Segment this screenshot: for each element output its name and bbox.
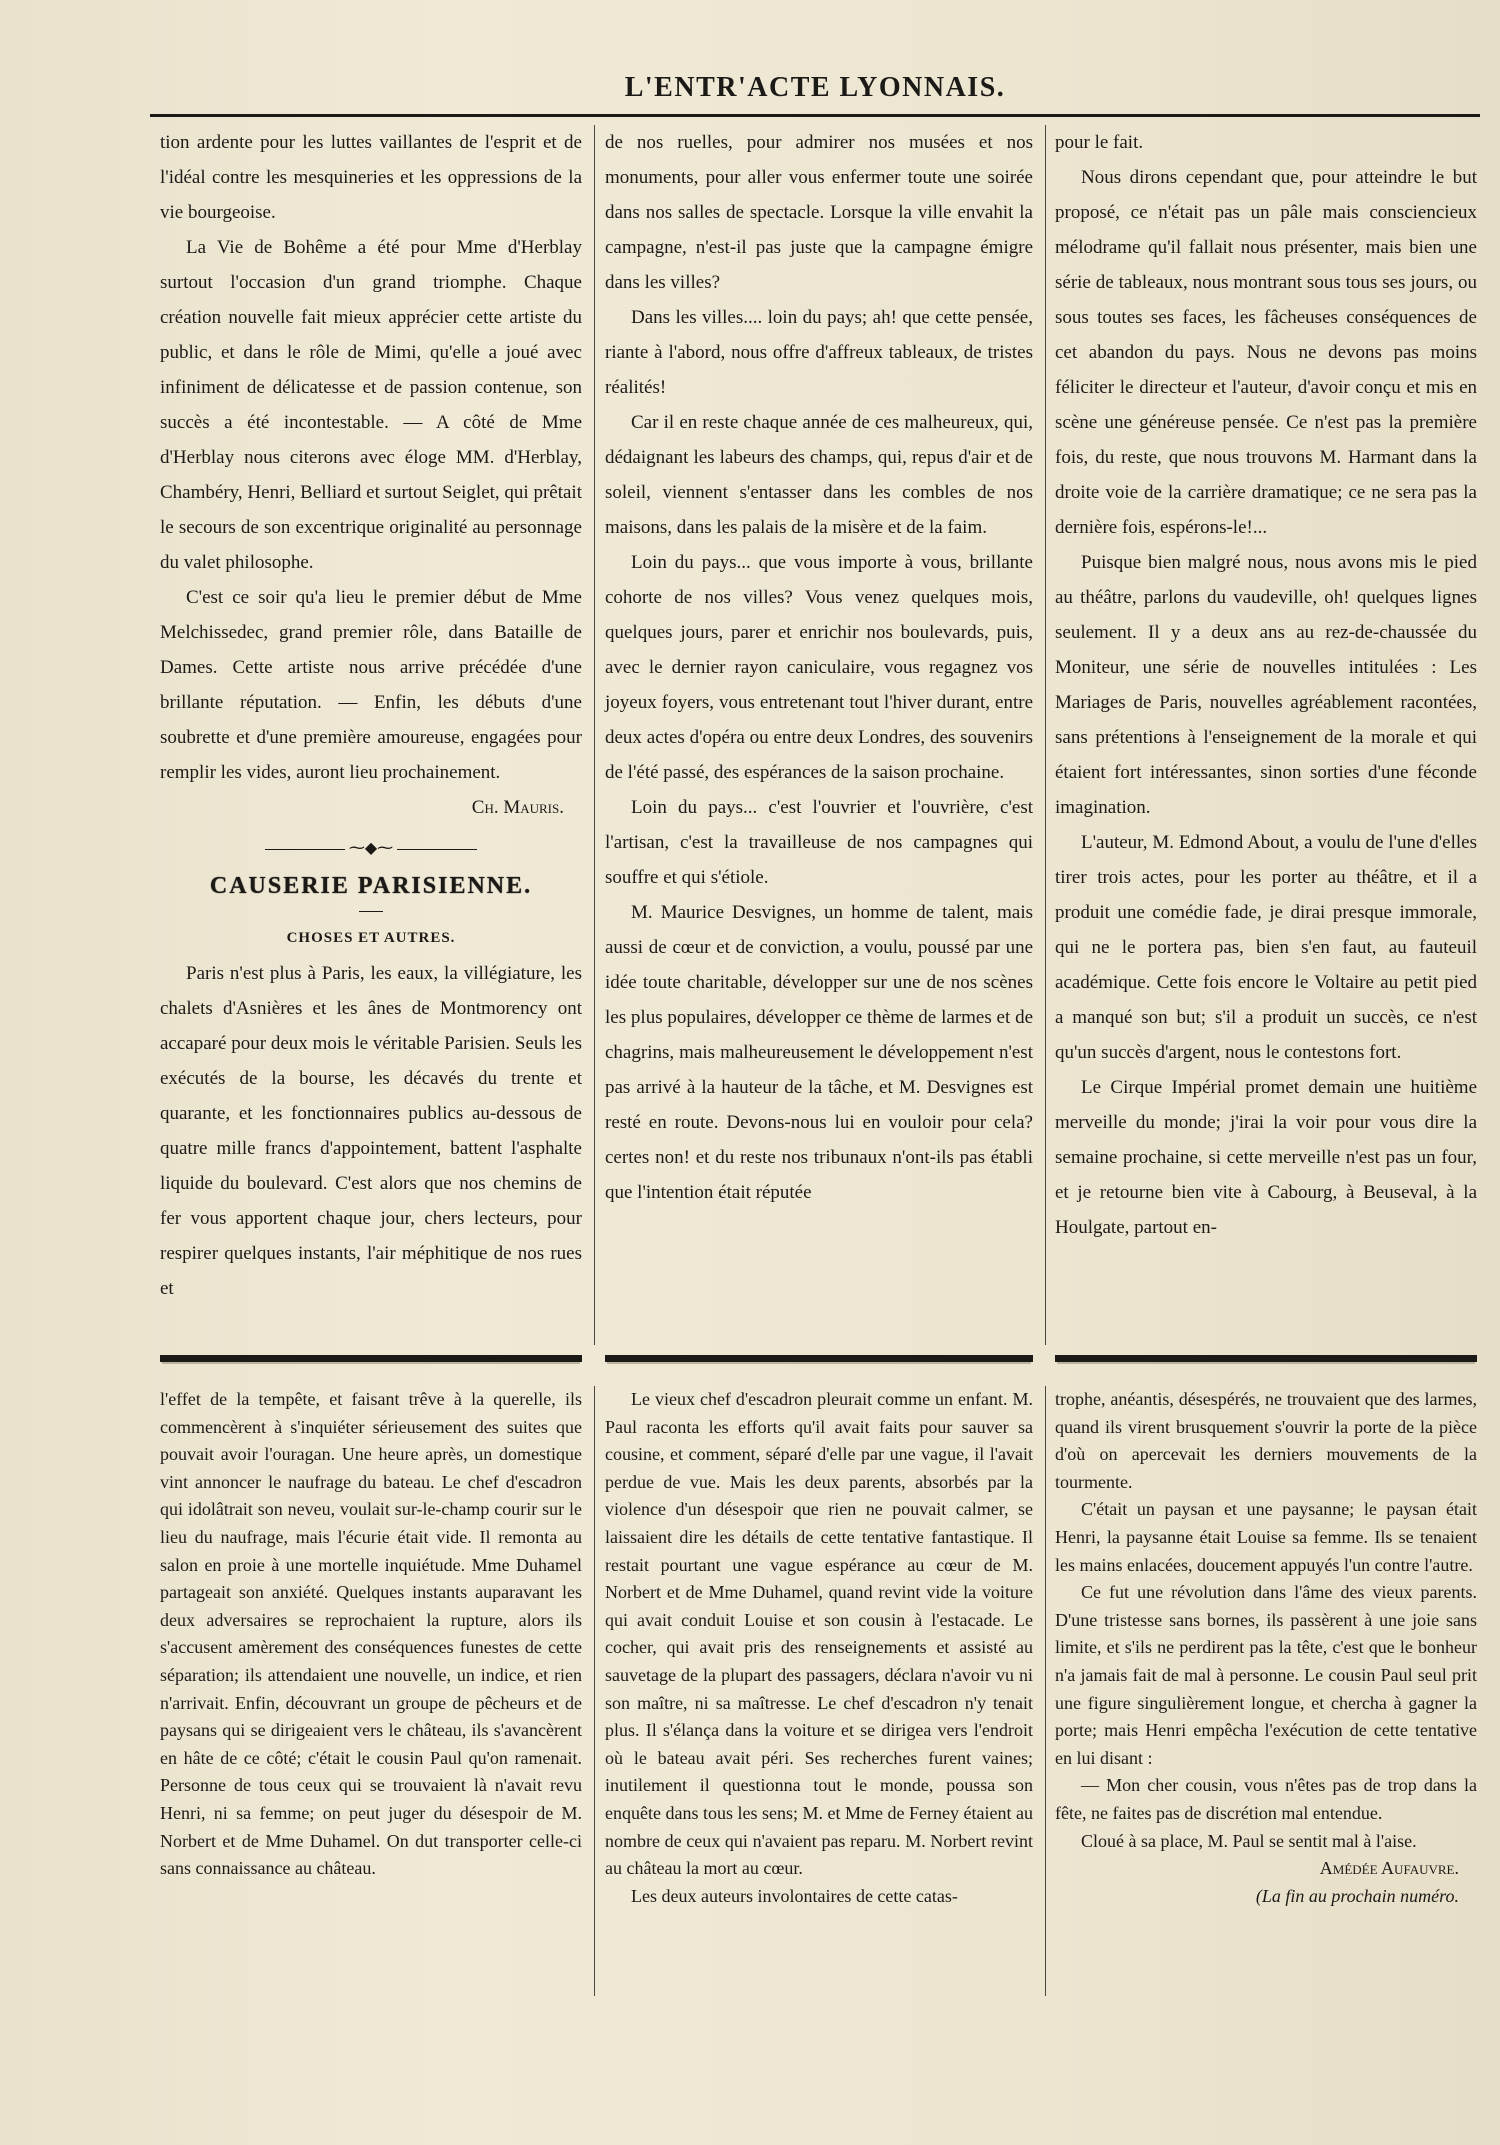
paragraph: Dans les villes.... loin du pays; ah! que cette pensée, riante à l'abord, nous offre d'affreux tableaux, de tristes réalités!: [605, 307, 1033, 398]
paragraph: Paris n'est plus à Paris, les eaux, la villégiature, les chalets d'Asnières et les ânes de Montmorency ont accaparé pour deux mois le véritable Parisien. Seuls les exécutés de la bourse, les décavés du trente et quarante, et les fonctionnaires publics au-dessous de quatre mille francs d'appointement, battent l'asphalte liquide du boulevard. C'est alors que nos chemins de fer vous apportent chaque jour, chers lecteurs, pour respirer quelques instants, l'air méphitique de nos rues et: [160, 963, 582, 1299]
short-rule: [359, 911, 383, 912]
fleuron-divider: ⁓◆⁓: [160, 839, 582, 859]
paragraph: Nous dirons cependant que, pour atteindre le but proposé, ce n'était pas un pâle mais consciencieux mélodrame qu'il fallait nous présenter, mais bien une série de tableaux, nous montrant sous tous ses jours, ou sous toutes ses faces, les fâcheuses conséquences de cet abandon du pays. Nous ne devons pas moins féliciter le directeur et l'auteur, d'avoir conçu et mis en scène une généreuse pensée. Ce n'est pas la première fois, du reste, que nous trouvons M. Harmant dans la droite voie de la carrière dramatique; ce ne sera pas la dernière fois, espérons-le!...: [1055, 167, 1477, 538]
column-rule: [1045, 1386, 1046, 1996]
column-rule: [1045, 125, 1046, 1345]
masthead: [150, 62, 1480, 120]
paragraph: C'est ce soir qu'a lieu le premier début de Mme Melchissedec, grand premier rôle, dans Bataille de Dames. Cette artiste nous arrive précédée d'une brillante réputation. — Enfin, les débuts d'une soubrette et d'une première amoureuse, engagées pour remplir les vides, auront lieu prochainement.: [160, 587, 582, 783]
paragraph: Ce fut une révolution dans l'âme des vieux parents. D'une tristesse sans bornes, ils passèrent à une joie sans limite, et s'ils ne perdirent pas la tête, c'est que le bonheur n'a jamais fait de mal à personne. Le cousin Paul seul prit une figure singulièrement longue, et chercha à gagner la porte; mais Henri empêcha l'exécution de cette tentative en lui disant :: [1055, 1582, 1477, 1768]
column-rule: [594, 1386, 595, 1996]
top-column-3: [1055, 125, 1477, 1245]
signature: Amédée Aufauvre.: [1319, 1858, 1459, 1879]
paragraph: de nos ruelles, pour admirer nos musées et nos monuments, pour aller vous enfermer toute une soirée dans nos salles de spectacle. Lorsque la ville envahit la campagne, n'est-il pas juste que la campagne émigre dans les villes?: [605, 132, 1033, 293]
feuilleton-column-2: [605, 1386, 1033, 1910]
feuilleton-column-3: [1055, 1386, 1477, 1910]
paragraph: L'auteur, M. Edmond About, a voulu de l'une d'elles tirer trois actes, pour les porter au théâtre, et il a produit une comédie fade, je dirai presque immorale, qui ne le portera pas, bien s'en faut, au fauteuil académique. Cette fois encore le Voltaire au petit pied a manqué son but; s'il a produit un succès, ce n'est qu'un succès d'argent, nous le contestons fort.: [1055, 832, 1477, 1063]
subheading: CHOSES ET AUTRES.: [286, 930, 456, 946]
paragraph: M. Maurice Desvignes, un homme de talent, mais aussi de cœur et de conviction, a voulu, poussé par une idée toute charitable, développer sur une de nos scènes les plus populaires, développer ce thème de larmes et de chagrins, mais malheureusement le développement n'est pas arrivé à la hauteur de la tâche, et M. Desvignes est resté en route. Devons-nous lui en vouloir pour cela? certes non! et du reste nos tribunaux n'ont-ils pas établi que l'intention était réputée: [605, 902, 1033, 1203]
feuilleton-divider: [1055, 1355, 1477, 1362]
paragraph: La Vie de Bohême a été pour Mme d'Herblay surtout l'occasion d'un grand triomphe. Chaque création nouvelle fait mieux apprécier cette artiste du public, et dans le rôle de Mimi, qu'elle a joué avec infiniment de délicatesse et de passion contenue, son succès a été incontestable. — A côté de Mme d'Herblay nous citerons avec éloge MM. d'Herblay, Chambéry, Henri, Belliard et surtout Seiglet, qui prêtait le secours de son excentrique originalité au personnage du valet philosophe.: [160, 237, 582, 573]
paragraph: Le Cirque Impérial promet demain une huitième merveille du monde; j'irai la voir pour vous dire la semaine prochaine, si cette merveille n'est pas un four, et je retourne bien vite à Cabourg, à Beuseval, à la Houlgate, partout en-: [1055, 1077, 1477, 1238]
paragraph: Car il en reste chaque année de ces malheureux, qui, dédaignant les labeurs des champs, qui, repus d'air et de soleil, viennent s'entasser dans les combles de nos maisons, dans les palais de la misère et de la faim.: [605, 412, 1033, 538]
section-title: CAUSERIE PARISIENNE.: [209, 873, 533, 899]
feuilleton-divider: [160, 1355, 582, 1362]
paragraph: Les deux auteurs involontaires de cette catas-: [631, 1885, 958, 1906]
continued-notice: (La fin au prochain numéro.: [1255, 1885, 1459, 1906]
paragraph: pour le fait.: [1055, 132, 1144, 153]
feuilleton-column-1: [160, 1386, 582, 1883]
column-rule: [594, 125, 595, 1345]
masthead-rule: [150, 114, 1480, 117]
paragraph: C'était un paysan et une paysanne; le paysan était Henri, la paysanne était Louise sa femme. Ils se tenaient les mains enlacées, doucement appuyés l'un contre l'autre.: [1055, 1499, 1477, 1575]
paragraph: Loin du pays... que vous importe à vous, brillante cohorte de nos villes? Vous venez quelques mois, quelques jours, parer et enrichir nos boulevards, puis, avec le dernier rayon caniculaire, vous regagnez vos joyeux foyers, vous entretenant tout l'hiver durant, entre deux actes d'opéra ou entre deux Londres, des souvenirs de l'été passé, des espérances de la saison prochaine.: [605, 552, 1033, 783]
paragraph: tion ardente pour les luttes vaillantes de l'esprit et de l'idéal contre les mesquineries et les oppressions de la vie bourgeoise.: [160, 132, 582, 223]
signature: Ch. Mauris.: [471, 797, 564, 818]
feuilleton-divider: [605, 1355, 1033, 1362]
paragraph: Loin du pays... c'est l'ouvrier et l'ouvrière, c'est l'artisan, c'est la travailleuse de nos campagnes qui souffre et qui s'étiole.: [605, 797, 1033, 888]
paragraph: Cloué à sa place, M. Paul se sentit mal à l'aise.: [1081, 1830, 1417, 1851]
top-column-2: [605, 125, 1033, 1210]
paragraph: trophe, anéantis, désespérés, ne trouvaient que des larmes, quand ils virent brusquement s'ouvrir la porte de la pièce d'où on apercevait les derniers mouvements de la tourmente.: [1055, 1389, 1477, 1492]
masthead-title: L'ENTR'ACTE LYONNAIS.: [624, 72, 1006, 103]
paragraph: Puisque bien malgré nous, nous avons mis le pied au théâtre, parlons du vaudeville, oh! quelques lignes seulement. Il y a deux ans au rez-de-chaussée du Moniteur, une série de nouvelles intitulées : Les Mariages de Paris, nouvelles agréablement racontées, sans prétentions à l'enseignement de la morale et qui étaient fort intéressantes, sinon sorties d'une féconde imagination.: [1055, 552, 1477, 818]
paragraph: — Mon cher cousin, vous n'êtes pas de trop dans la fête, ne faites pas de discrétion mal entendue.: [1055, 1775, 1477, 1823]
paragraph: Le vieux chef d'escadron pleurait comme un enfant. M. Paul raconta les efforts qu'il avait faits pour sauver sa cousine, et comment, séparé d'elle par une vague, il l'avait perdue de vue. Mais les deux parents, absorbés par la violence d'un désespoir que rien ne pouvait calmer, se laissaient dire les détails de cette tentative fantastique. Il restait pourtant une vague espérance au cœur de M. Norbert et de Mme Duhamel, quand revint vide la voiture qui avait conduit Louise et son cousin à l'estacade. Le cocher, qui avait pris des renseignements et assisté au sauvetage de la plupart des passagers, déclara n'avoir vu ni son maître, ni sa maîtresse. Le chef d'escadron n'y tenait plus. Il s'élança dans la voiture et se dirigea vers l'endroit où le bateau avait péri. Ses recherches furent vaines; inutilement il questionna tout le monde, poussa son enquête dans tous les sens; M. et Mme de Ferney étaient au nombre de ceux qui n'avaient pas reparu. M. Norbert revint au château la mort au cœur.: [605, 1389, 1033, 1879]
paragraph: l'effet de la tempête, et faisant trêve à la querelle, ils commencèrent à s'inquiéter sérieusement des suites que pouvait avoir l'ouragan. Une heure après, un domestique vint annoncer le naufrage du bateau. Le chef d'escadron qui idolâtrait son neveu, voulait sur-le-champ courir sur le lieu du naufrage, mais l'écurie était vide. Il remonta au salon en proie à une mortelle inquiétude. Mme Duhamel partageait son anxiété. Quelques instants auparavant les deux adversaires se reprochaient la rupture, alors ils s'accusent amèrement des conséquences funestes de cette séparation; ils attendaient une nouvelle, un indice, et rien n'arrivait. Enfin, découvrant un groupe de pêcheurs et de paysans qui se dirigeaient vers le château, ils s'avancèrent en hâte de ce côté; c'était le cousin Paul qu'on ramenait. Personne de tous ceux qui se trouvaient là n'avait revu Henri, ni sa femme; on peut juger du désespoir de M. Norbert et de Mme Duhamel. On dut transporter celle-ci sans connaissance au château.: [160, 1389, 582, 1879]
top-column-1: [160, 125, 582, 1306]
